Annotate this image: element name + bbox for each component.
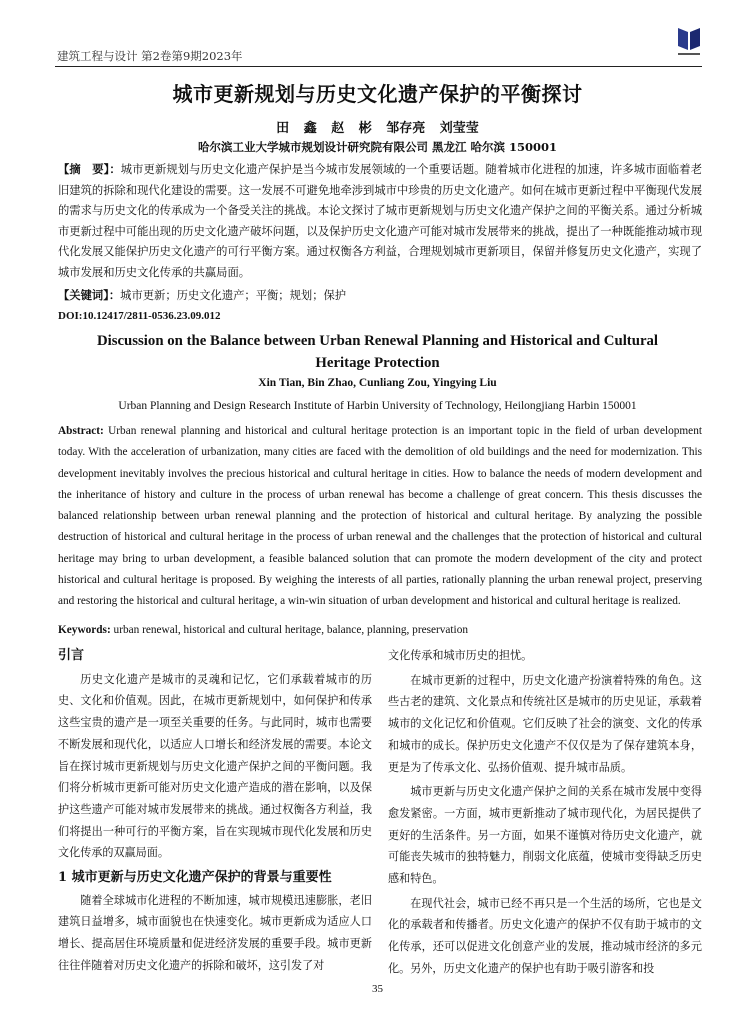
english-abstract-label: Abstract: [58,425,104,437]
english-affiliation: Urban Planning and Design Research Institute of Harbin University of Technology, Heilongjiang Harbin 150001 [118,400,637,412]
doi: DOI:10.12417/2811-0536.23.09.012 [58,310,221,322]
english-title: Discussion on the Balance between Urban Renewal Planning and Historical and Cultural Heritage Protection [96,333,659,371]
authors: 田 鑫 赵 彬 邹存亮 刘莹莹 [276,121,479,136]
paragraph-continued: 文化传承和城市历史的担忧。 [388,649,533,662]
paragraph: 在现代社会，城市已经不再只是一个生活的场所，它也是文化的承载者和传播者。历史文化遗产的保护不仅有助于城市的文化传承，还可以促进文化创意产业的发展，推动城市经济的多元化。另外，历史文化遗产的保护也有助于吸引游客和投 [388,896,702,975]
paragraph: 在城市更新的过程中，历史文化遗产扮演着特殊的角色。这些古老的建筑、文化景点和传统社区是城市的历史见证，承载着城市的文化记忆和价值观。它们反映了社会的演变、文化的传承和城市的成长。保护历史文化遗产不仅仅是为了保存建筑本身，更是为了传承文化、弘扬价值观、提升城市品质。 [388,673,702,774]
right-column [388,645,702,983]
abstract-label: 【摘 要】： [58,162,121,176]
paragraph: 历史文化遗产是城市的灵魂和记忆，它们承载着城市的历史、文化和价值观。因此，在城市更新规划中，如何保护和传承这些宝贵的遗产是一项至关重要的任务。与此同时，城市也需要不断发展和现代化，以适应人口增长和经济发展的需要。本论文旨在探讨城市更新规划与历史文化遗产保护之间的平衡问题。我们将分析城市更新可能对历史文化遗产造成的潜在影响，以及保护这些遗产可能对城市发展带来的挑战。通过权衡各方利益，我们将提出一种可行的平衡方案，旨在实现城市现代化发展和历史文化传承的双赢局面。 [58,672,372,860]
left-column [58,645,372,980]
section-1-heading: 1 城市更新与历史文化遗产保护的背景与重要性 [58,870,332,886]
english-keywords [58,624,468,636]
english-abstract-text: Urban renewal planning and historical and cultural heritage protection is an important topic in the field of urban development today. With the acceleration of urbanization, many cities are faced with the demolition of old buildings and the need for modernization. This development inevitably involves the precious historical and cultural heritage in cities. How to balance the needs of modern development and the inheritance of history and culture in the process of urban renewal has become a challenge of great concern. This thesis discusses the balanced relationship between urban renewal planning and the protection of historical and cultural heritage. By analyzing the possible destruction of historical and cultural heritage in the process of urban renewal and the challenges that the protection of historical and cultural heritage may bring to urban development, a feasible balanced solution that can promote the modern development of the city and protect historical and cultural heritage is proposed. By weighing the interests of all parties, rationally planning the urban renewal project, preserving and restoring the historical and cultural heritage, a win-win situation of urban development and historical and cultural heritage is realized. [58,425,702,608]
english-keywords-label: Keywords: [58,624,111,636]
page-number: 35 [372,983,383,995]
intro-heading: 引言 [58,648,85,663]
publisher-logo-icon [674,22,704,58]
keywords-label: 【关键词】： [58,288,121,302]
paragraph: 城市更新与历史文化遗产保护之间的关系在城市发展中变得愈发紧密。一方面，城市更新推动了城市现代化，为居民提供了更好的生活条件。另一方面，如果不谨慎对待历史文化遗产，就可能丧失城市的独特魅力，削弱文化底蕴，使城市变得缺乏历史感和特色。 [388,785,702,886]
affiliation: 哈尔滨工业大学城市规划设计研究院有限公司 黑龙江 哈尔滨 150001 [197,140,558,154]
keywords-cn [58,287,346,303]
paper-title: 城市更新规划与历史文化遗产保护的平衡探讨 [172,82,583,106]
abstract-cn [58,159,702,284]
english-abstract [58,421,702,613]
abstract-text: 城市更新规划与历史文化遗产保护是当今城市发展领域的一个重要话题。随着城市化进程的加速，许多城市面临着老旧建筑的拆除和现代化建设的需要。这一发展不可避免地牵涉到城市中珍贵的历史文化遗产。如何在城市更新过程中平衡现代发展的需求与历史文化的传承成为一个备受关注的挑战。本论文探讨了城市更新规划与历史文化遗产保护之间的平衡关系。通过分析城市更新过程中可能出现的历史文化遗产破坏问题，以及保护历史文化遗产可能对城市发展带来的挑战，提出了一种既能推动城市现代化发展又能保护历史文化遗产的可行平衡方案。通过权衡各方利益，合理规划城市更新项目，保留并修复历史文化遗产，实现了城市发展和历史文化传承的共赢局面。 [58,163,702,279]
english-keywords-text: urban renewal, historical and cultural heritage, balance, planning, preservation [113,624,468,636]
journal-header: 建筑工程与设计 第2卷第9期2023年 [57,49,243,63]
header-rule [55,66,702,67]
keywords-text: 城市更新；历史文化遗产；平衡；规划；保护 [120,289,347,302]
paragraph: 随着全球城市化进程的不断加速，城市规模迅速膨胀，老旧建筑日益增多，城市面貌也在快速变化。城市更新成为适应人口增长、提高居住环境质量和促进经济发展的重要手段。城市更新往往伴随着对历史文化遗产的拆除和破坏，这引发了对 [58,893,372,972]
english-authors: Xin Tian, Bin Zhao, Cunliang Zou, Yingying Liu [258,377,497,389]
